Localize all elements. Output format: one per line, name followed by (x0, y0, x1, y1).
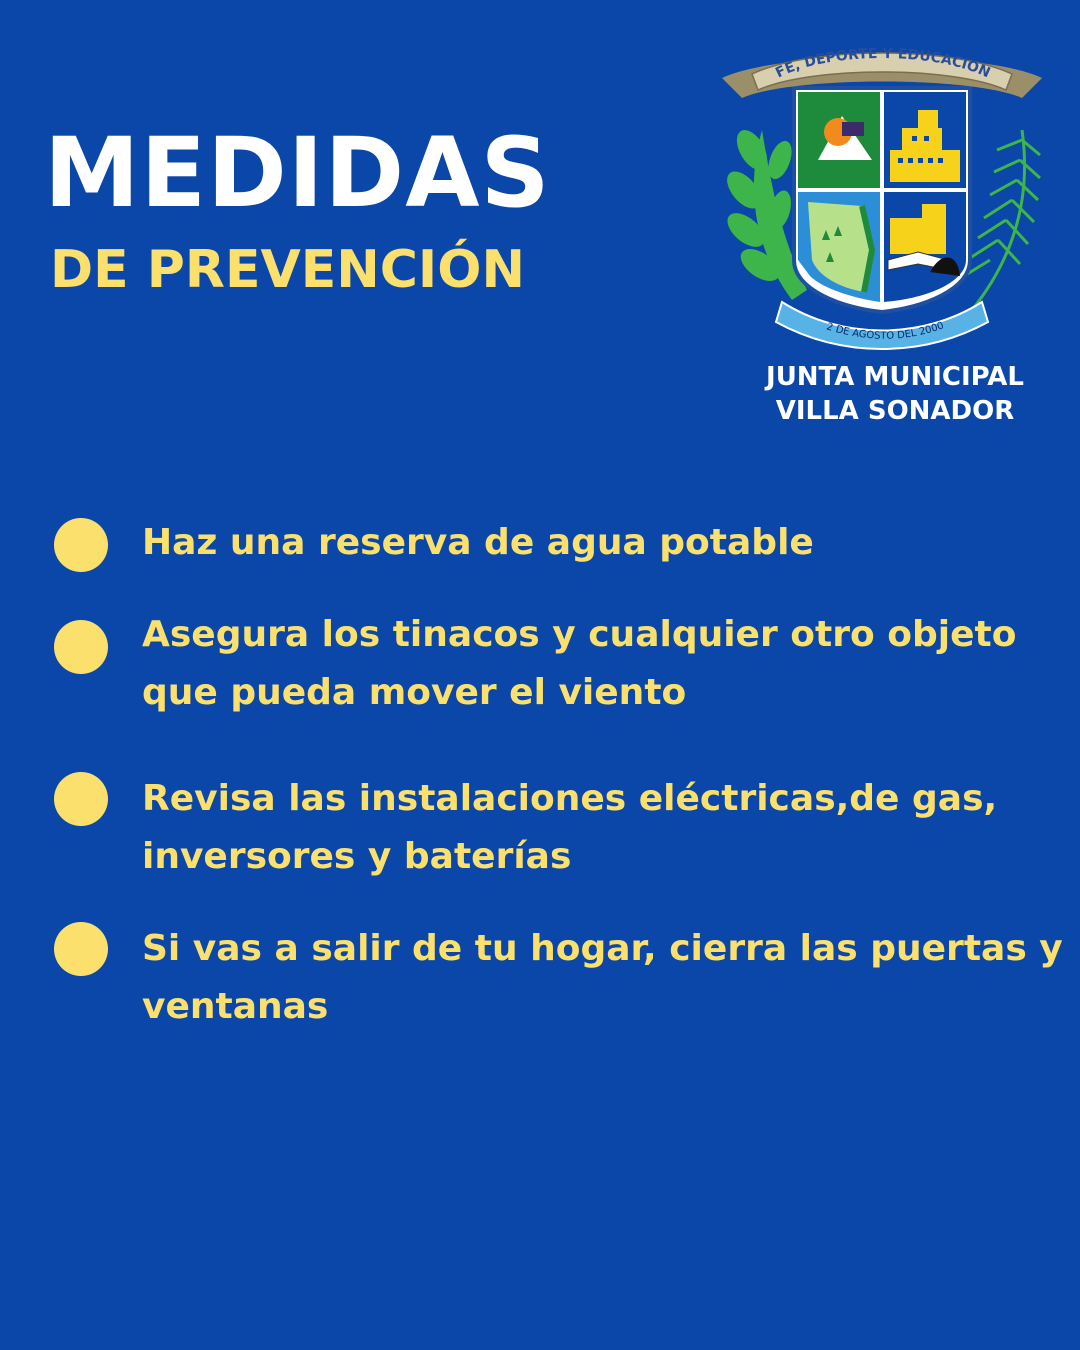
list-item-text: Haz una reserva de agua potable (142, 522, 814, 563)
list-item-text: Si vas a salir de tu hogar, cierra las puertas y ventanas (142, 928, 1063, 1027)
organization-line1: JUNTA MUNICIPAL (766, 362, 1024, 392)
svg-text:2 DE AGOSTO DEL 2000: 2 DE AGOSTO DEL 2000 (824, 320, 946, 342)
svg-text:FE, DEPORTE Y EDUCACION: FE, DEPORTE Y EDUCACION (773, 45, 993, 82)
bullet-icon (54, 772, 108, 826)
page-subtitle: DE PREVENCIÓN (50, 240, 525, 300)
bullet-icon (54, 518, 108, 572)
list-item-text: Asegura los tinacos y cualquier otro objeto que pueda mover el viento (142, 614, 1017, 713)
municipal-emblem (722, 40, 1042, 360)
bullet-icon (54, 922, 108, 976)
page-title: MEDIDAS (44, 117, 551, 229)
list-item-text: Revisa las instalaciones eléctricas,de gas, inversores y baterías (142, 778, 998, 877)
bullet-icon (54, 620, 108, 674)
organization-name (745, 360, 1045, 428)
organization-line2: VILLA SONADOR (775, 396, 1015, 426)
